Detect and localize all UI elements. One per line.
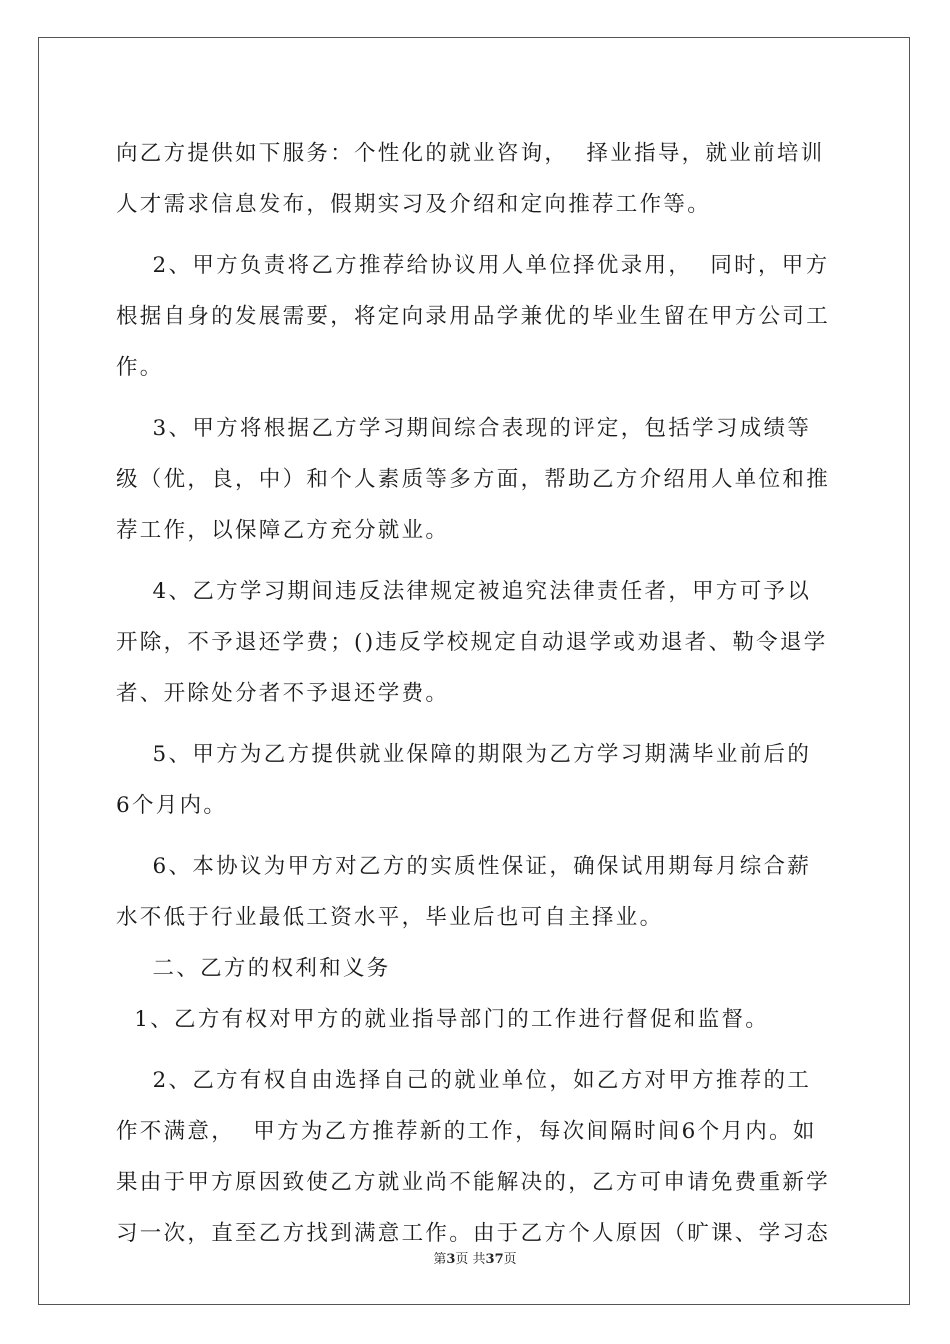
page-suffix: 页 bbox=[503, 1252, 517, 1267]
text-line: 者、开除处分者不予退还学费。 bbox=[116, 681, 450, 706]
document-body bbox=[116, 128, 836, 1259]
text-line: 开除，不予退还学费；()违反学校规定自动退学或劝退者、勒令退学 bbox=[116, 630, 828, 655]
section-heading: 二、乙方的权利和义务 bbox=[116, 956, 391, 981]
text-line: 根据自身的发展需要，将定向录用品学兼优的毕业生留在甲方公司工 bbox=[116, 304, 831, 329]
text-line: 4、乙方学习期间违反法律规定被追究法律责任者，甲方可予以 bbox=[116, 579, 812, 604]
text-line: 荐工作，以保障乙方充分就业。 bbox=[116, 518, 450, 543]
text-line: 6、本协议为甲方对乙方的实质性保证，确保试用期每月综合薪 bbox=[116, 854, 812, 879]
text-line: 水不低于行业最低工资水平，毕业后也可自主择业。 bbox=[116, 905, 664, 930]
page-total: 37 bbox=[485, 1252, 504, 1267]
text-line: 作不满意， 甲方为乙方推荐新的工作，每次间隔时间6个月内。如 bbox=[116, 1119, 817, 1144]
page-footer bbox=[0, 1248, 950, 1267]
page-current: 3 bbox=[446, 1252, 456, 1267]
text-line: 习一次，直至乙方找到满意工作。由于乙方个人原因（旷课、学习态 bbox=[116, 1221, 831, 1246]
text-line: 级（优，良，中）和个人素质等多方面，帮助乙方介绍用人单位和推 bbox=[116, 467, 831, 492]
text-line: 5、甲方为乙方提供就业保障的期限为乙方学习期满毕业前后的 bbox=[116, 742, 812, 767]
text-line: 3、甲方将根据乙方学习期间综合表现的评定，包括学习成绩等 bbox=[116, 416, 812, 441]
text-line: 向乙方提供如下服务：个性化的就业咨询， 择业指导，就业前培训 bbox=[116, 141, 825, 166]
text-line: 1、乙方有权对甲方的就业指导部门的工作进行督促和监督。 bbox=[116, 1007, 770, 1032]
text-line: 6个月内。 bbox=[116, 793, 228, 818]
text-line: 2、乙方有权自由选择自己的就业单位，如乙方对甲方推荐的工 bbox=[116, 1068, 812, 1093]
text-line: 作。 bbox=[116, 355, 164, 380]
text-line: 2、甲方负责将乙方推荐给协议用人单位择优录用， 同时，甲方 bbox=[116, 253, 830, 278]
page-prefix: 第 bbox=[433, 1252, 447, 1267]
text-line: 果由于甲方原因致使乙方就业尚不能解决的，乙方可申请免费重新学 bbox=[116, 1170, 831, 1195]
page-mid: 页 共 bbox=[455, 1252, 486, 1267]
text-line: 人才需求信息发布，假期实习及介绍和定向推荐工作等。 bbox=[116, 192, 712, 217]
